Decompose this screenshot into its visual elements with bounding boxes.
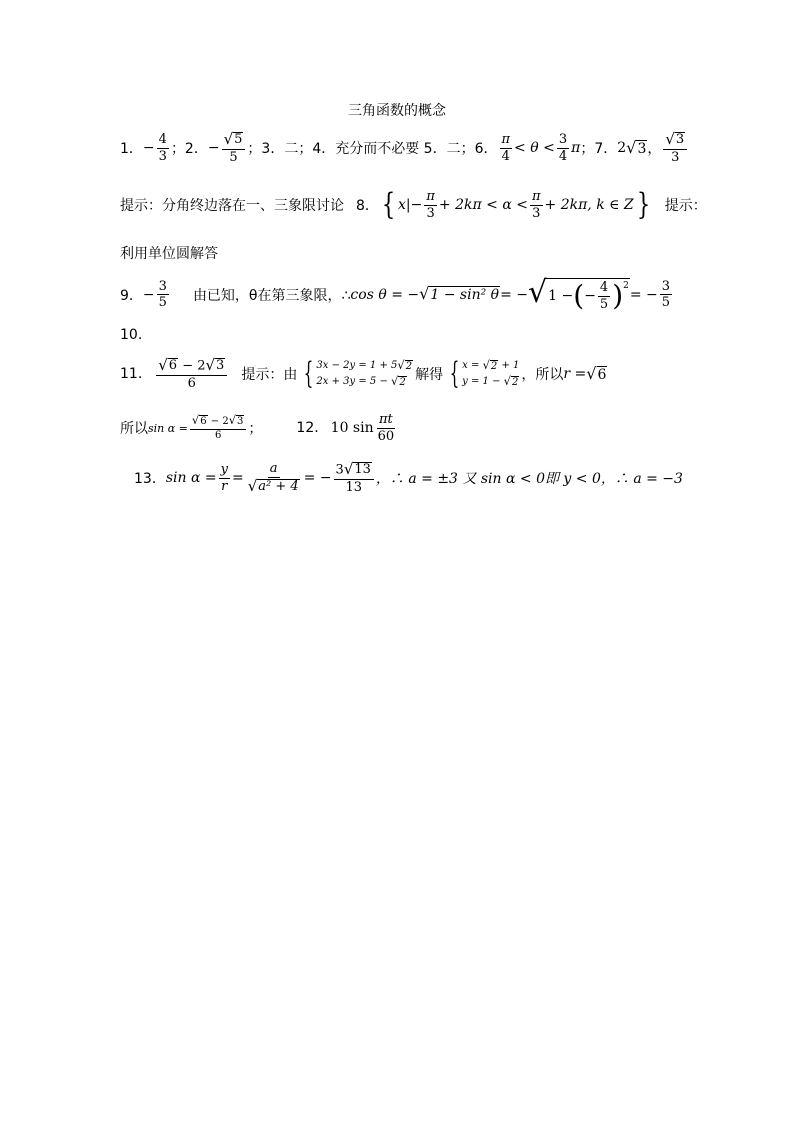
- minus-sign: −: [207, 140, 220, 157]
- conclusion-text: ，∴ a = ±3 又 sin α < 0即 y < 0，∴ a = −3: [375, 471, 683, 488]
- fraction-a-sqrt: a √ a² + 4: [247, 461, 299, 495]
- coefficient: 2: [617, 140, 627, 157]
- fraction-3-5: $\frac{3}{5}$: [158, 278, 167, 311]
- denominator: 5: [229, 149, 238, 165]
- inequality: < θ <: [514, 140, 555, 157]
- fraction-sqrt3-3: √ 3 3: [663, 132, 687, 165]
- minus-sign: −: [142, 140, 155, 157]
- answers-line-10: 10.: [120, 327, 143, 343]
- answers-line-1: [120, 132, 689, 165]
- answers-line-9: 9． − $\frac{3}{5}$ 由已知，θ在第三象限，∴ cos θ = − √ 1 − sin² θ = − √ 1 − ( − $\frac{4}{5}$ ) $^2$ = − $\frac{3}{5}$: [120, 275, 671, 313]
- page-title: 三角函数的概念: [348, 103, 446, 119]
- fraction-answer-11: √ 6 − 2 √ 3 6: [156, 358, 227, 391]
- item-number: 8．: [356, 198, 379, 215]
- fraction-sin-value: √ 6 − 2 √ 3 6: [190, 415, 247, 441]
- sqrt-nested: √ 1 − ( − $\frac{4}{5}$ ) $^2$: [528, 275, 629, 313]
- fraction-sqrt5-5: [222, 132, 246, 165]
- answers-line-12: 所以 sin α = √ 6 − 2 √ 3 6 ； 12. 10 sin $\frac{\pi t}{60}$: [120, 412, 395, 444]
- solution-system: { x = √ 2 + 1 y = 1 − √ 2: [449, 356, 520, 392]
- item-number: 13．: [134, 471, 166, 488]
- item-number: 1．: [120, 141, 143, 158]
- equation-system: { 3x − 2y = 1 + 5 √ 2 2x + 3y = 5 − √ 2: [304, 356, 413, 392]
- separator: ；7．: [580, 141, 618, 158]
- sqrt-1-sin2: √ 1 − sin² θ: [419, 284, 500, 304]
- fraction-pi-4: $\frac{\pi}{4}$: [501, 132, 511, 164]
- separator: ，: [647, 141, 662, 158]
- cos-expression: cos θ = −: [350, 286, 420, 303]
- fraction-pi-t-60: $\frac{\pi t}{60}$: [377, 412, 395, 444]
- explanation-text: 由已知，θ在第三象限，∴: [192, 287, 351, 304]
- pi-symbol: π: [571, 140, 581, 157]
- answers-line-11: 11. √ 6 − 2 √ 3 6 提示：由 { 3x − 2y = 1 + 5 √ 2 2x + 3y = 5 − √ 2 解得 { x = √ 2 + 1 y = 1 − √ 2 ，所以 r = √ 6: [120, 356, 607, 392]
- numerator: √ 5: [222, 132, 246, 150]
- solve-text: 解得: [415, 367, 444, 384]
- hint-text: 提示：分角终边落在一、三象限讨论: [120, 198, 344, 215]
- separator: ；2．: [170, 141, 208, 158]
- fraction-3-4: $\frac{3}{4}$: [558, 132, 568, 164]
- numerator: 4: [158, 132, 167, 148]
- answers-text: ；3．二；4．充分而不必要 5．二；6．: [247, 141, 498, 158]
- hint-text: 提示：由: [241, 367, 298, 384]
- denominator: 3: [158, 148, 167, 164]
- hint-label: 提示：: [664, 198, 707, 215]
- item-number: 12.: [296, 420, 319, 437]
- angle-set: { x | − $\frac{\pi}{3}$ + 2kπ < α < $\frac{\pi}{3}$ + 2kπ, k ∈ Z }: [381, 187, 650, 223]
- item-number: 9．: [120, 287, 143, 304]
- item-number: 11.: [120, 366, 143, 383]
- answers-line-13: 13． sin α = $\frac{y}{r}$ = a √ a² + 4 = − 3 √ 13 13 ，∴ a = ±3 又 sin α < 0即 y < 0，∴ a = −3: [134, 460, 683, 495]
- answers-line-2: [120, 187, 707, 223]
- answers-line-3: 利用单位圆解答: [120, 246, 218, 262]
- fraction-neg-4-3: [157, 133, 169, 163]
- sqrt-3: √ 3: [626, 137, 647, 157]
